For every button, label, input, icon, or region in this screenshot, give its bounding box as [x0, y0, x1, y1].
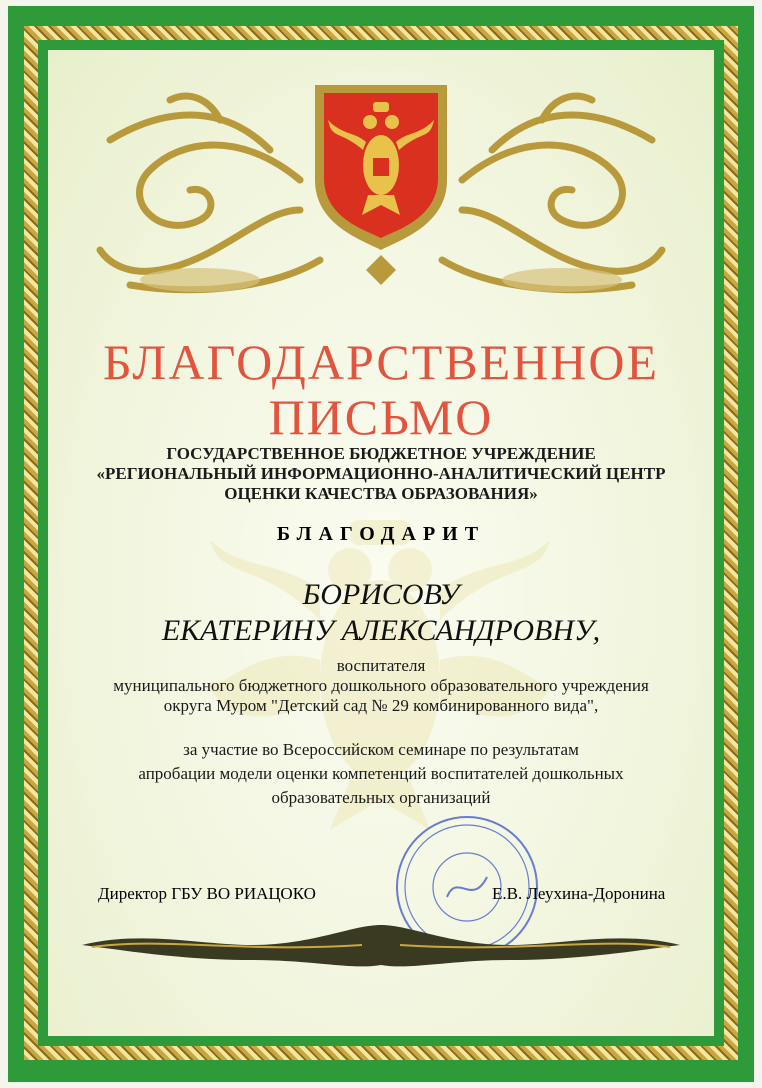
signature-name: Е.В. Леухина-Доронина — [492, 884, 666, 903]
thanks-word: БЛАГОДАРИТ — [276, 523, 486, 545]
institution-line-1: ГОСУДАРСТВЕННОЕ БЮДЖЕТНОЕ УЧРЕЖДЕНИЕ — [166, 444, 596, 463]
title-line-1: БЛАГОДАРСТВЕННОЕ — [102, 334, 660, 390]
signature-position: Директор ГБУ ВО РИАЦОКО — [98, 884, 316, 903]
title-line-2: ПИСЬМО — [268, 389, 494, 445]
recipient-org-line-2: округа Муром "Детский сад № 29 комбинированного вида", — [163, 696, 599, 715]
reason-line-2: апробации модели оценки компетенций воспитателей дошкольных — [138, 764, 624, 783]
bottom-ornament — [62, 915, 700, 975]
reason-line-1: за участие во Всероссийском семинаре по результатам — [183, 740, 579, 759]
institution-line-2: «РЕГИОНАЛЬНЫЙ ИНФОРМАЦИОННО-АНАЛИТИЧЕСКИЙ ЦЕНТР — [96, 464, 666, 483]
reason-line-3: образовательных организаций — [271, 788, 491, 807]
top-ornament — [70, 60, 692, 310]
recipient-name: ЕКАТЕРИНУ АЛЕКСАНДРОВНУ, — [161, 614, 601, 647]
recipient-org-line-1: муниципального бюджетного дошкольного образовательного учреждения — [113, 676, 649, 695]
institution-line-3: ОЦЕНКИ КАЧЕСТВА ОБРАЗОВАНИЯ» — [224, 484, 538, 503]
recipient-surname: БОРИСОВУ — [302, 578, 460, 611]
recipient-position: воспитателя — [336, 656, 426, 675]
